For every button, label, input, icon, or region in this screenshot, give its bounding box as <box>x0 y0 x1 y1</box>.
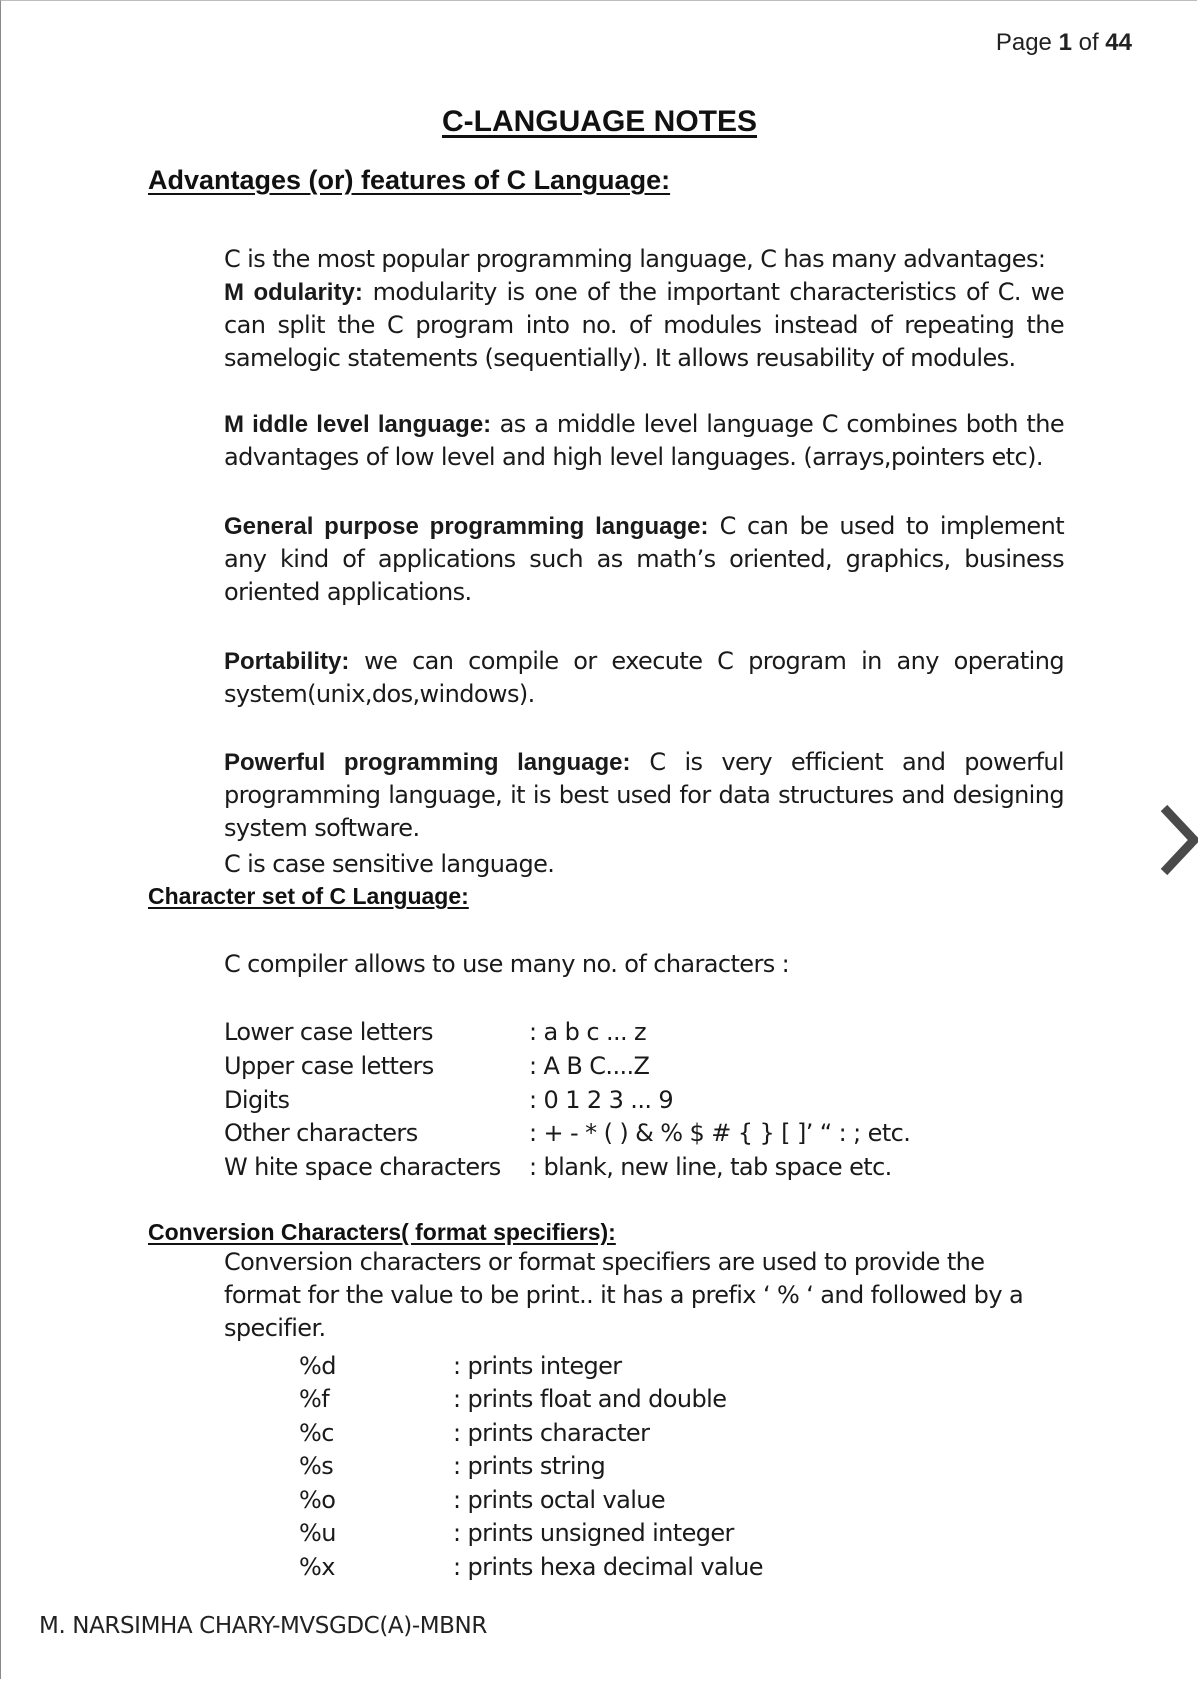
charset-heading: Character set of C Language: <box>148 883 469 909</box>
page-total: 44 <box>1105 29 1132 56</box>
conversion-intro: Conversion characters or format specifiers are used to provide the format for the value to be print.. it has a prefix ‘ % ‘ and followed by a specifier. <box>224 1248 1024 1342</box>
charset-label: Digits <box>224 1086 290 1114</box>
advantage-term: M odularity: <box>224 279 363 306</box>
document-title: C-LANGUAGE NOTES <box>442 105 757 138</box>
charset-label: W hite space characters <box>224 1153 501 1181</box>
advantage-term: Portability: <box>224 648 350 675</box>
advantage-term: M iddle level language: <box>224 411 492 438</box>
format-spec: %u <box>299 1519 336 1547</box>
charset-value: : 0 1 2 3 ... 9 <box>529 1086 674 1114</box>
format-desc: : prints unsigned integer <box>453 1519 734 1547</box>
advantage-text: as a middle level language C combines both the advantages of low level and high level languages. (arrays,pointers etc). <box>224 410 1064 471</box>
charset-intro: C compiler allows to use many no. of characters : <box>224 950 790 978</box>
advantage-powerful <box>224 746 1064 845</box>
page-label: Page <box>995 29 1052 56</box>
advantages-heading: Advantages (or) features of C Language: <box>148 165 671 195</box>
format-desc: : prints string <box>453 1452 606 1480</box>
advantages-intro: C is the most popular programming language, C has many advantages: <box>224 245 1046 273</box>
charset-value: : + - * ( ) & % $ # { } [ ]’ “ : ; etc. <box>529 1119 911 1147</box>
advantage-middle-level <box>224 408 1064 474</box>
format-spec: %c <box>299 1419 334 1447</box>
page-current: 1 <box>1058 29 1072 56</box>
charset-label: Lower case letters <box>224 1018 433 1046</box>
format-spec: %f <box>299 1385 330 1413</box>
format-spec: %d <box>299 1352 336 1380</box>
format-spec: %x <box>299 1553 335 1581</box>
advantage-term: Powerful programming language: <box>224 749 631 776</box>
format-desc: : prints float and double <box>453 1385 727 1413</box>
advantage-general-purpose <box>224 510 1064 609</box>
format-spec: %o <box>299 1486 336 1514</box>
conversion-heading: Conversion Characters( format specifiers): <box>148 1219 616 1245</box>
advantage-text: C can be used to implement any kind of applications such as math’s oriented, graphics, business oriented applications. <box>224 512 1065 606</box>
charset-value: : A B C....Z <box>529 1052 650 1080</box>
format-desc: : prints integer <box>453 1352 622 1380</box>
charset-value: : blank, new line, tab space etc. <box>529 1153 892 1181</box>
charset-label: Other characters <box>224 1119 418 1147</box>
advantage-modularity <box>224 276 1064 375</box>
format-desc: : prints octal value <box>453 1486 666 1514</box>
charset-label: Upper case letters <box>224 1052 434 1080</box>
chevron-right-icon <box>1158 800 1198 880</box>
advantage-text: modularity is one of the important characteristics of C. we can split the C program into no. of modules instead of repeating the samelogic statements (sequentially). It allows reusability of modules. <box>224 278 1064 372</box>
advantage-text: C is very efficient and powerful programming language, it is best used for data structures and designing system software. <box>224 748 1065 842</box>
advantage-text: we can compile or execute C program in any operating system(unix,dos,windows). <box>224 647 1064 708</box>
page-of: of <box>1078 29 1099 56</box>
advantages-intro-block <box>224 243 1064 375</box>
format-desc: : prints hexa decimal value <box>453 1553 763 1581</box>
charset-value: : a b c ... z <box>529 1018 647 1046</box>
format-spec: %s <box>299 1452 334 1480</box>
next-page-button[interactable] <box>1158 800 1198 880</box>
footer-author: M. NARSIMHA CHARY-MVSGDC(A)-MBNR <box>39 1613 487 1639</box>
advantage-term: General purpose programming language: <box>224 513 709 540</box>
format-desc: : prints character <box>453 1419 650 1447</box>
case-sensitive-note: C is case sensitive language. <box>224 850 555 878</box>
advantage-portability <box>224 645 1064 711</box>
page-number <box>996 29 1132 57</box>
